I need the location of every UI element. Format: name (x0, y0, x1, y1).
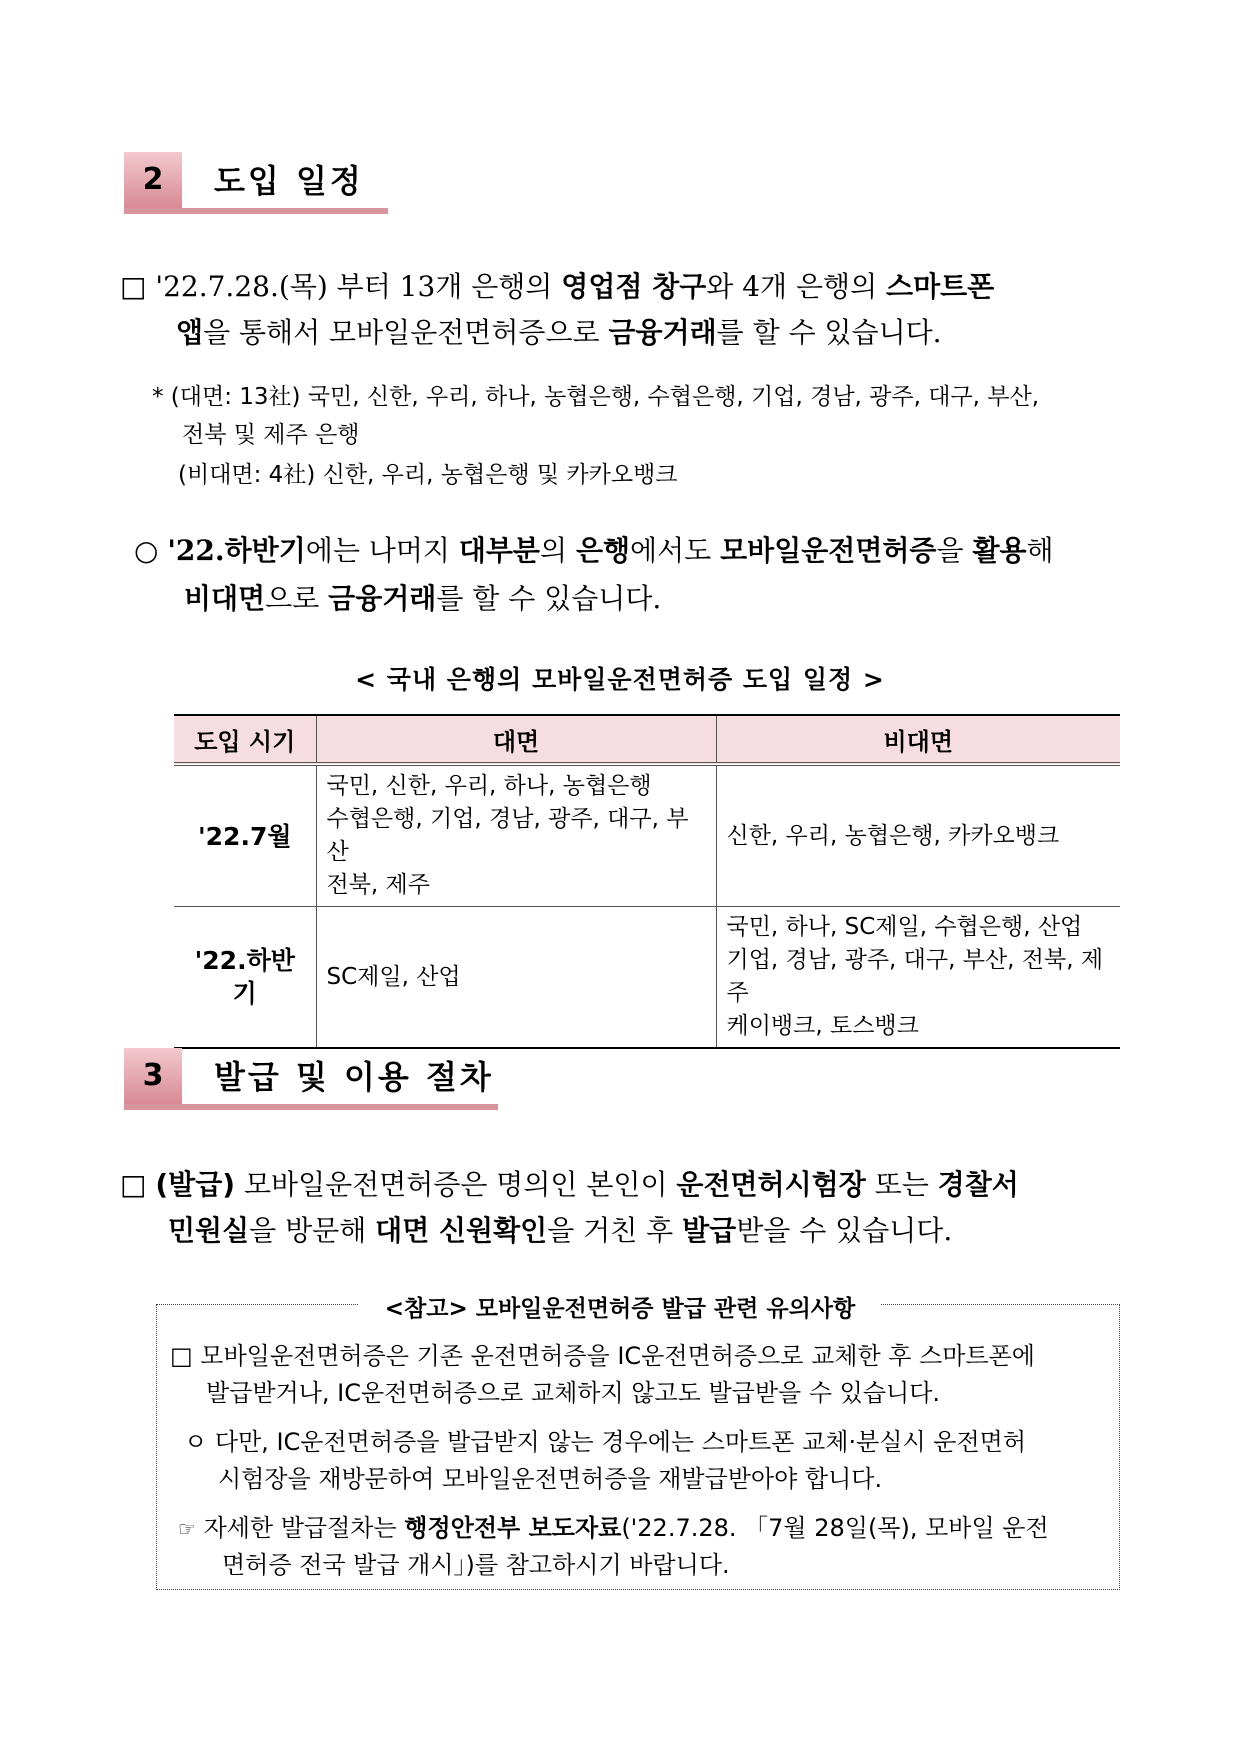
text-bold: 경찰서 (937, 1168, 1019, 1201)
text: '22.7.28.(목) 부터 13개 은행의 (155, 270, 562, 303)
text-bold: 운전면허시험장 (676, 1168, 866, 1201)
text-bold: 대부분 (458, 534, 540, 567)
section-title: 발급 및 이용 절차 (214, 1058, 494, 1096)
text-bold: 대면 신원확인 (375, 1214, 548, 1247)
cell-face (316, 907, 716, 1049)
text-bold: 앱 (176, 316, 204, 349)
cell-line: 신한, 우리, 농협은행, 카카오뱅크 (726, 822, 1060, 849)
text-bold: 활용 (972, 534, 1027, 567)
text: 또는 (865, 1168, 938, 1201)
cell-face (316, 764, 716, 907)
text-bold: 스마트폰 (886, 270, 995, 303)
cell-line: 국민, 하나, SC제일, 수협은행, 산업 (726, 914, 1083, 940)
paragraph-second-half (134, 528, 1054, 574)
footnote-line: (비대면: 4社) 신한, 우리, 농협은행 및 카카오뱅크 (178, 462, 678, 488)
section-number: 3 (124, 1048, 182, 1104)
text-bold: 영업점 창구 (561, 270, 707, 303)
text-bold: 발급 (682, 1214, 737, 1247)
header-nonface: 비대면 (716, 715, 1120, 764)
text: 에서도 (630, 534, 721, 567)
section-underline (124, 1104, 498, 1110)
table-row (174, 764, 1120, 907)
footnote-line: 전북 및 제주 은행 (182, 422, 360, 448)
reference-title-text: <참고> 모바일운전면허증 발급 관련 유의사항 (359, 1296, 882, 1322)
cell-period: '22.7월 (174, 764, 316, 907)
text-bold: 은행 (575, 534, 631, 567)
header-period: 도입 시기 (174, 715, 316, 764)
text-bold: 민원실 (168, 1214, 250, 1247)
text: 해 (1026, 534, 1054, 567)
text: 으로 (265, 582, 329, 615)
reference-item: 시험장을 재방문하여 모바일운전면허증을 재발급받아야 합니다. (218, 1465, 883, 1493)
checkbox-bullet: □ (120, 270, 147, 303)
footnote-line: * (대면: 13社) 국민, 신한, 우리, 하나, 농협은행, 수협은행, 기업, 경남, 광주, 대구, 부산, (152, 384, 1040, 410)
text-bold: (발급) (155, 1168, 236, 1201)
reference-item: 발급받거나, IC운전면허증으로 교체하지 않고도 발급받을 수 있습니다. (206, 1379, 941, 1407)
text: 을 통해서 모바일운전면허증으로 (203, 316, 609, 349)
section-underline (124, 208, 388, 214)
text: 의 (539, 534, 576, 567)
text: 받을 수 있습니다. (736, 1214, 953, 1247)
text-bold: 금융거래 (608, 316, 717, 349)
cell-line: SC제일, 산업 (326, 963, 461, 990)
text: 에는 나머지 (305, 534, 459, 567)
header-face: 대면 (316, 715, 716, 764)
table-caption: < 국내 은행의 모바일운전면허증 도입 일정 > (355, 665, 885, 694)
section-title: 도입 일정 (214, 162, 364, 200)
section-2-header (124, 152, 388, 214)
paragraph-second-half-line2 (184, 576, 661, 622)
cell-line: 케이뱅크, 토스뱅크 (726, 1013, 919, 1039)
cell-line: 전북, 제주 (326, 872, 430, 898)
text: 모바일운전면허증은 명의인 본인이 (235, 1168, 677, 1201)
text-bold: 행정안전부 보도자료 (404, 1514, 622, 1542)
section-number: 2 (124, 152, 182, 208)
text: 을 방문해 (249, 1214, 376, 1247)
text: 을 거친 후 (547, 1214, 683, 1247)
checkbox-bullet: □ (120, 1168, 147, 1201)
text: 와 4개 은행의 (706, 270, 887, 303)
text-bold: '22.하반기 (167, 534, 306, 567)
pointing-hand-icon: ☞ (178, 1517, 196, 1541)
text: 를 할 수 있습니다. (436, 582, 662, 615)
reference-item: □ 모바일운전면허증은 기존 운전면허증을 IC운전면허증으로 교체한 후 스마트폰에 (170, 1342, 1035, 1370)
section-3-header (124, 1048, 498, 1110)
text-bold: 모바일운전면허증 (720, 534, 937, 567)
cell-period: '22.하반기 (174, 907, 316, 1049)
text-bold: 금융거래 (328, 582, 437, 615)
text: 을 (936, 534, 973, 567)
paragraph-issuance-line2 (168, 1208, 952, 1254)
text: 자세한 발급절차는 (195, 1514, 405, 1542)
cell-line: 국민, 신한, 우리, 하나, 농협은행 (326, 773, 652, 799)
circle-bullet: ○ (134, 534, 159, 567)
reference-item: 면허증 전국 발급 개시」)를 참고하시기 바랍니다. (222, 1551, 730, 1579)
cell-nonface (716, 907, 1120, 1049)
reference-title (0, 1290, 1240, 1323)
table-row (174, 907, 1120, 1049)
paragraph-launch-date (120, 264, 994, 310)
text: 를 할 수 있습니다. (716, 316, 942, 349)
schedule-table (174, 714, 1120, 1049)
cell-line: 수협은행, 기업, 경남, 광주, 대구, 부산 (326, 806, 689, 865)
cell-line: 기업, 경남, 광주, 대구, 부산, 전북, 제주 (726, 947, 1104, 1006)
paragraph-launch-date-line2 (176, 310, 942, 356)
text: ('22.7.28. 「7월 28일(목), 모바일 운전 (621, 1514, 1049, 1542)
text-bold: 비대면 (184, 582, 266, 615)
reference-item (178, 1510, 1049, 1548)
table-header-row (174, 715, 1120, 764)
cell-nonface (716, 764, 1120, 907)
paragraph-issuance (120, 1162, 1019, 1208)
reference-item: ㅇ 다만, IC운전면허증을 발급받지 않는 경우에는 스마트폰 교체·분실시 운전면허 (184, 1428, 1027, 1456)
